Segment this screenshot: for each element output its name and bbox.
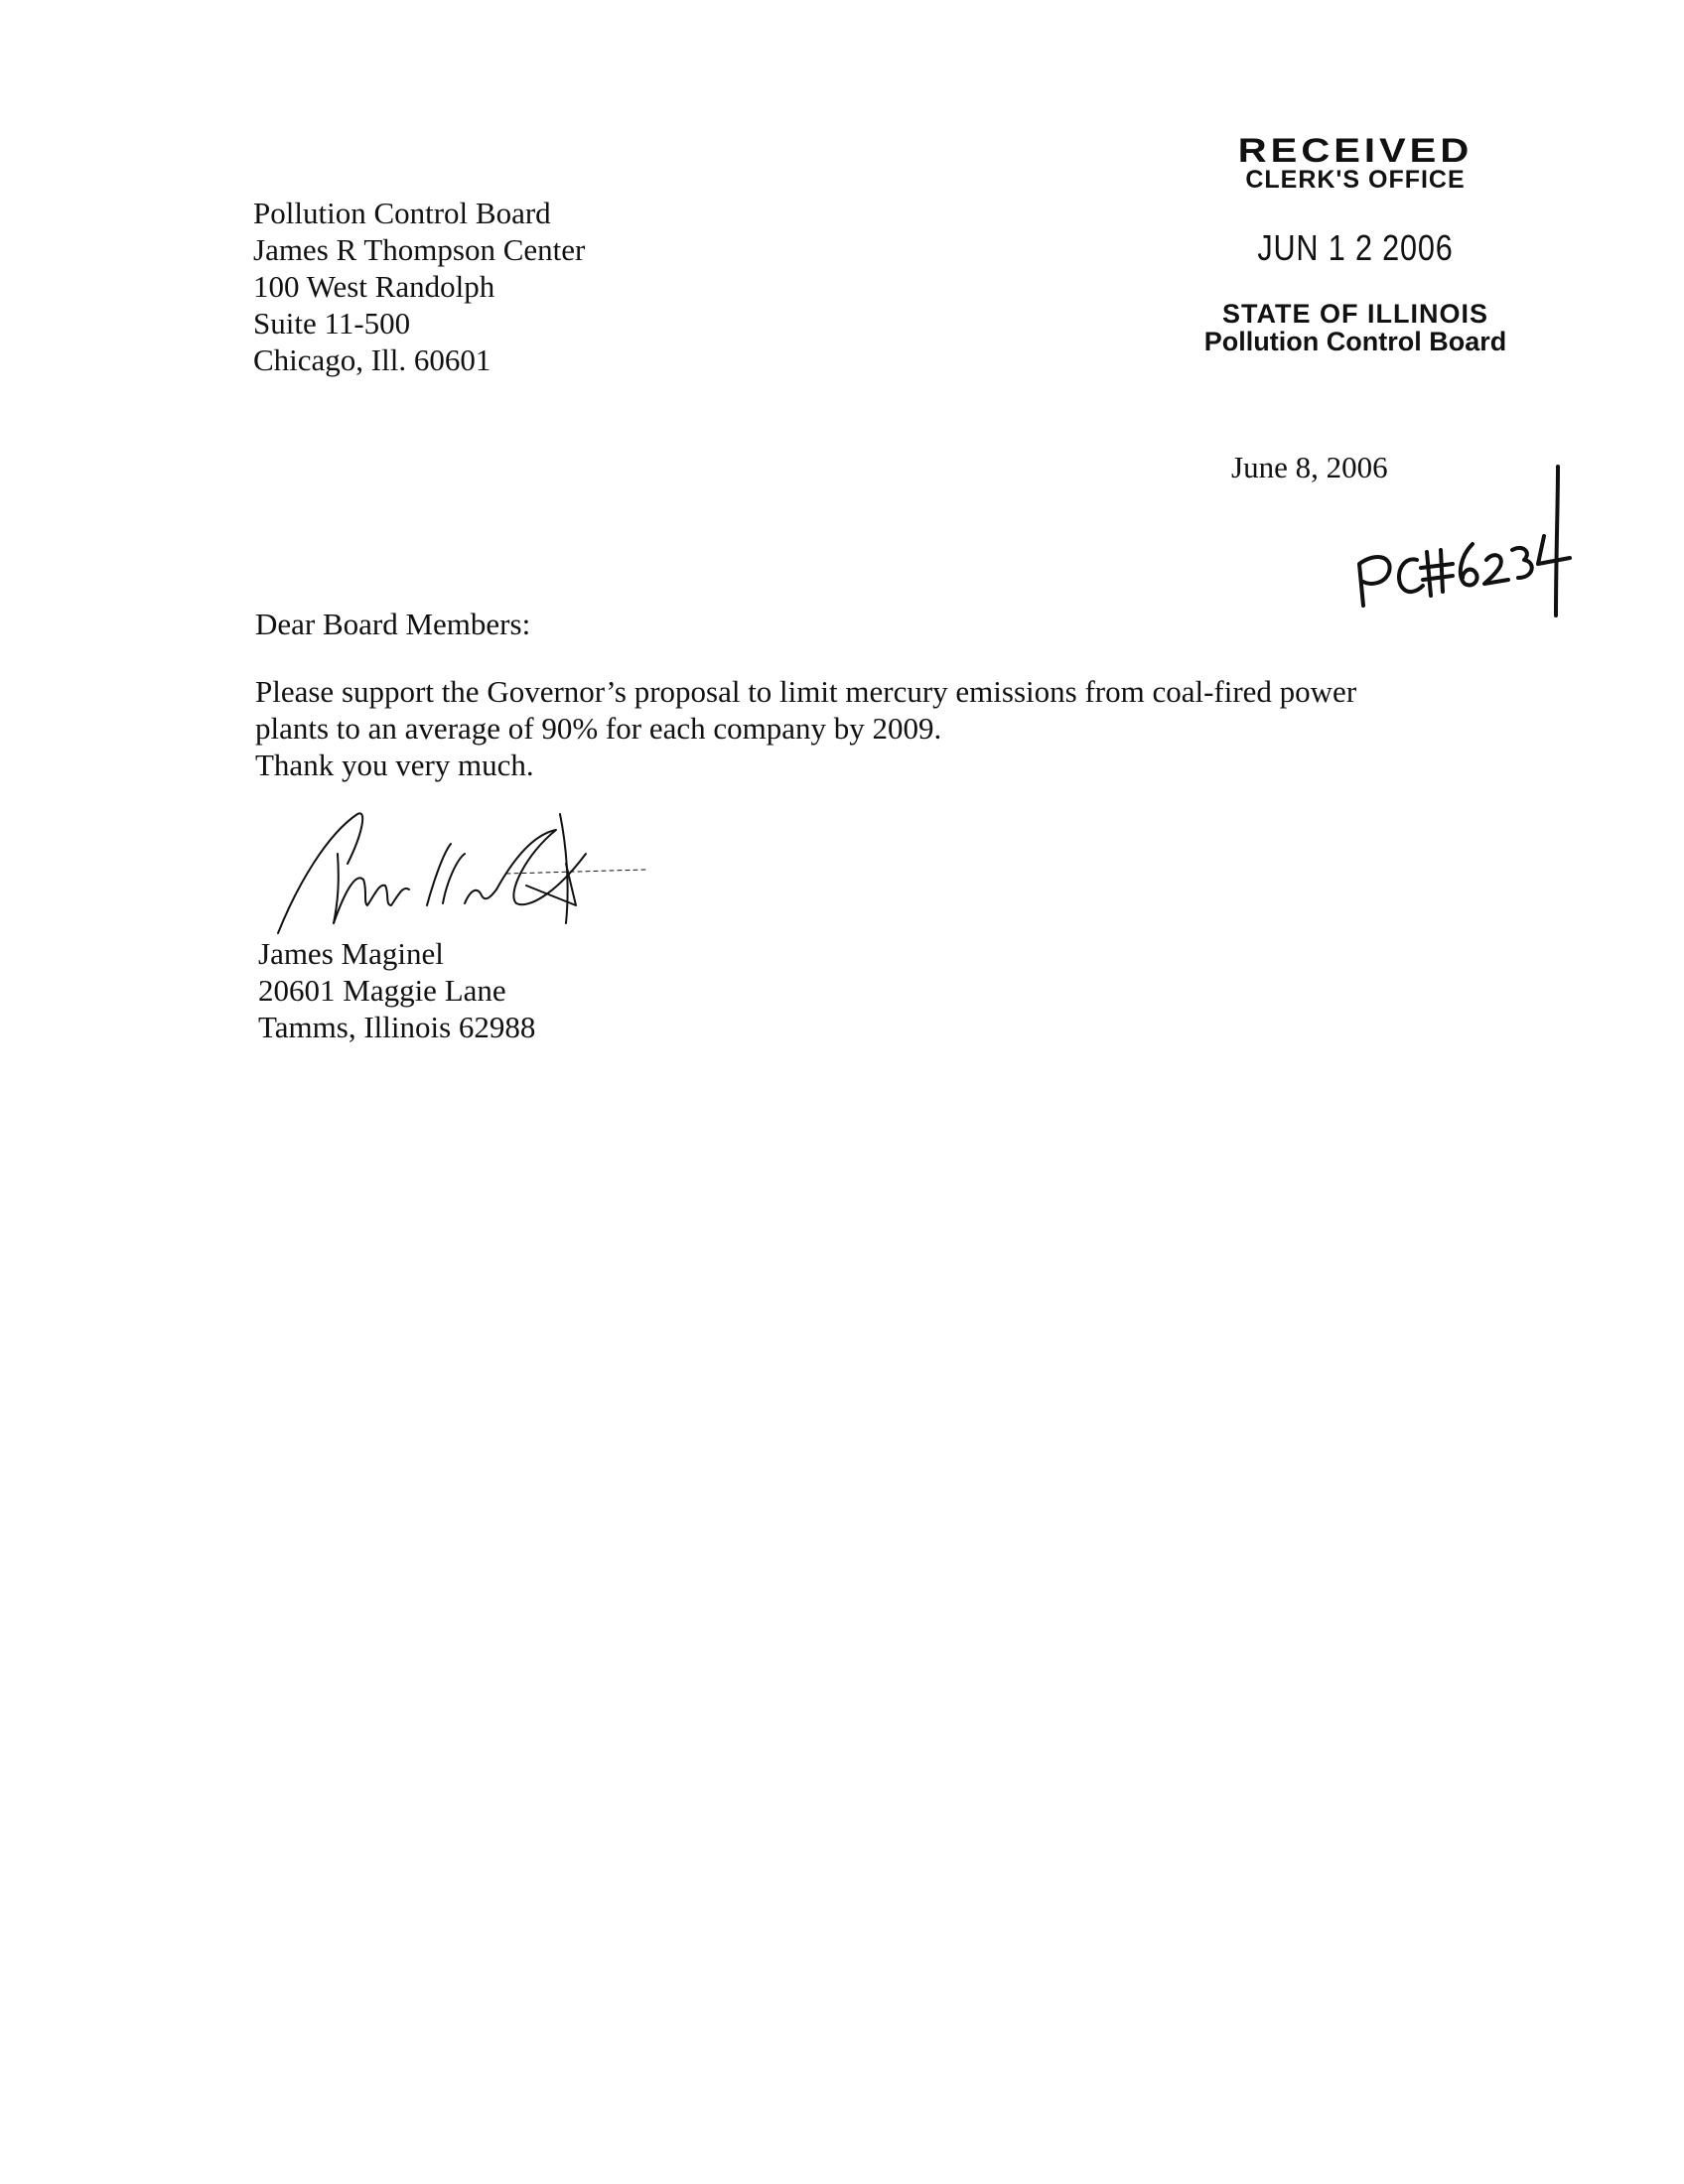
recipient-line: Chicago, Ill. 60601 — [253, 342, 491, 377]
stamp-received: RECEIVED — [1237, 132, 1474, 170]
salutation: Dear Board Members: — [255, 607, 531, 641]
handwritten-pc-number — [1345, 457, 1584, 655]
sender-city: Tamms, Illinois 62988 — [258, 1010, 536, 1044]
letter-date: June 8, 2006 — [1231, 450, 1388, 484]
stamp-state: STATE OF ILLINOIS — [1222, 299, 1488, 329]
sender-block — [258, 935, 535, 1045]
recipient-line: Pollution Control Board — [253, 196, 551, 230]
recipient-line: Suite 11-500 — [253, 306, 411, 341]
sender-name: James Maginel — [258, 936, 444, 971]
recipient-line: 100 West Randolph — [253, 269, 495, 304]
stamp-office: CLERK'S OFFICE — [1245, 166, 1466, 194]
recipient-line: James R Thompson Center — [253, 232, 586, 267]
body-line: Thank you very much. — [255, 748, 534, 782]
sender-street: 20601 Maggie Lane — [258, 973, 506, 1008]
received-stamp — [1192, 131, 1519, 355]
body-line: Please support the Governor’s proposal to limit mercury emissions from coal-fired power — [255, 674, 1357, 709]
signature — [268, 794, 685, 943]
letter-body — [255, 673, 1447, 783]
stamp-board: Pollution Control Board — [1203, 327, 1507, 356]
stamp-date: JUN 1 2 2006 — [1257, 227, 1454, 268]
recipient-address — [253, 195, 585, 378]
body-line: plants to an average of 90% for each company by 2009. — [255, 711, 942, 746]
